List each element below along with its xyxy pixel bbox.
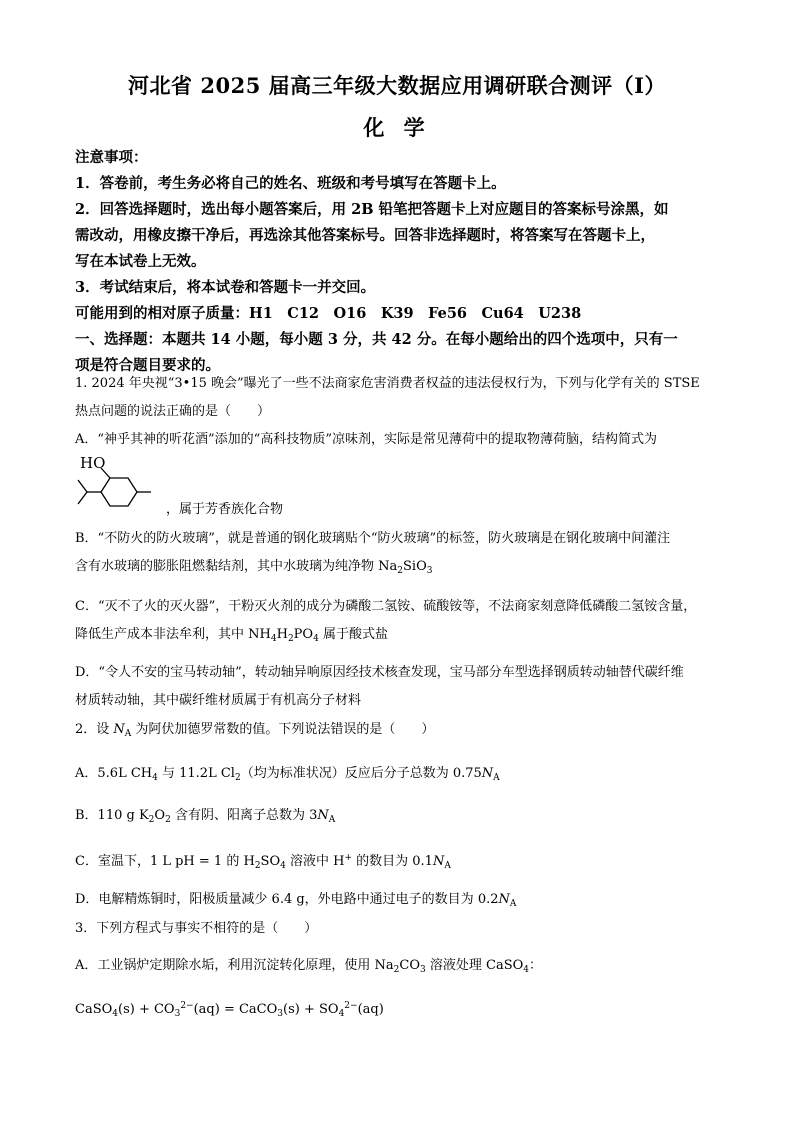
q2-option-b: B．110 g $K_2O_2$ 含有阴、阳离子总数为 $3N_A$ xyxy=(75,808,336,825)
notice-section xyxy=(75,145,725,379)
q3-equation: CaSO$_4$(s) + $CO_3^{2-}(aq)$ = CaCO$_3$(s) + $SO_4^{2-}(aq)$ xyxy=(75,1001,384,1019)
exam-title: 河北省 2025 届高三年级大数据应用调研联合测评（I） xyxy=(128,73,666,98)
notice-item-2-line-3: 写在本试卷上无效。 xyxy=(75,253,206,270)
question-1 xyxy=(75,370,725,454)
notice-item-2-line-2: 需改动，用橡皮擦干净后，再选涂其他答案标号。回答非选择题时，将答案写在答题卡上， xyxy=(75,227,655,244)
q1-option-a-line-1: A．“神乎其神的听花酒”添加的“高科技物质”凉味剂，实际是常见薄荷中的提取物薄荷脑，结构简式为 xyxy=(75,432,657,447)
subject-title: 化 学 xyxy=(363,115,431,140)
q1-option-c-line-1: C．“灭不了火的灭火器”，干粉灭火剂的成分为磷酸二氢铵、硫酸铵等，不法商家刻意降低磷酸二氢铵含量， xyxy=(75,599,697,614)
q3-stem: 3．下列方程式与事实不相符的是（ ） xyxy=(75,921,318,936)
q1-option-a-tail: ，属于芳香族化合物 xyxy=(166,502,284,517)
notice-item-2-line-1: 2．回答选择题时，选出每小题答案后，用 2B 铅笔把答题卡上对应题目的答案标号涂黑，如 xyxy=(75,201,669,218)
hydroxyl-label: HO xyxy=(80,454,106,472)
q1-option-b-line-1: B．“不防火的防火玻璃”，就是普通的钢化玻璃贴个“防火玻璃”的标签，防火玻璃是在钢化玻璃中间灌注 xyxy=(75,531,671,546)
notice-item-1: 1．答卷前，考生务必将自己的姓名、班级和考号填写在答题卡上。 xyxy=(75,175,506,192)
notice-item-3: 3．考试结束后，将本试卷和答题卡一并交回。 xyxy=(75,279,376,296)
q2-option-d: D．电解精炼铜时，阳极质量减少 6.4 g，外电路中通过电子的数目为 $0.2N_A$ xyxy=(75,892,517,909)
q3-option-a: A．工业锅炉定期除水垢，利用沉淀转化原理，使用 $Na_2CO_3$ 溶液处理 CaSO$_4$： xyxy=(75,958,543,975)
q1-stem-line-1: 1. 2024 年央视“3•15 晚会”曝光了一些不法商家危害消费者权益的违法侵权行为，下列与化学有关的 STSE xyxy=(75,376,700,391)
q1-options-bcd xyxy=(75,525,725,715)
q1-option-d-line-2: 材质转动轴，其中碳纤维材质属于有机高分子材料 xyxy=(75,693,362,708)
q1-option-c-line-2: 降低生产成本非法牟利，其中 $NH_4H_2PO_4$ 属于酸式盐 xyxy=(75,627,388,644)
q1-option-d-line-1: D．“令人不安的宝马转动轴”，转动轴异响原因经技术核查发现，宝马部分车型选择钢质转动轴替代碳纤维 xyxy=(75,665,684,680)
q2-option-c: C．室温下，1 L pH = 1 的 $H_2SO_4$ 溶液中 H+ 的数目为 $0.1N_A$ xyxy=(75,853,451,871)
q1-option-b-line-2: 含有水玻璃的膨胀阻燃黏结剂，其中水玻璃为纯净物 $Na_2SiO_3$ xyxy=(75,559,433,576)
q2-stem: 2．设 $N_A$ 为阿伏加德罗常数的值。下列说法错误的是（ ） xyxy=(75,722,435,739)
section-heading-line-2: 项是符合题目要求的。 xyxy=(75,357,220,374)
notice-heading: 注意事项： xyxy=(75,149,148,166)
atomic-masses: 可能用到的相对原子质量：H1 C12 O16 K39 Fe56 Cu64 U238 xyxy=(75,305,582,322)
q2-option-a: A．5.6L $CH_4$ 与 11.2L $Cl_2$（均为标准状况）反应后分子总数为 $0.75N_A$ xyxy=(75,766,500,783)
section-heading-line-1: 一、选择题：本题共 14 小题，每小题 3 分，共 42 分。在每小题给出的四个选项中，只有一 xyxy=(75,331,678,348)
q1-stem-line-2: 热点问题的说法正确的是（ ） xyxy=(75,404,271,419)
